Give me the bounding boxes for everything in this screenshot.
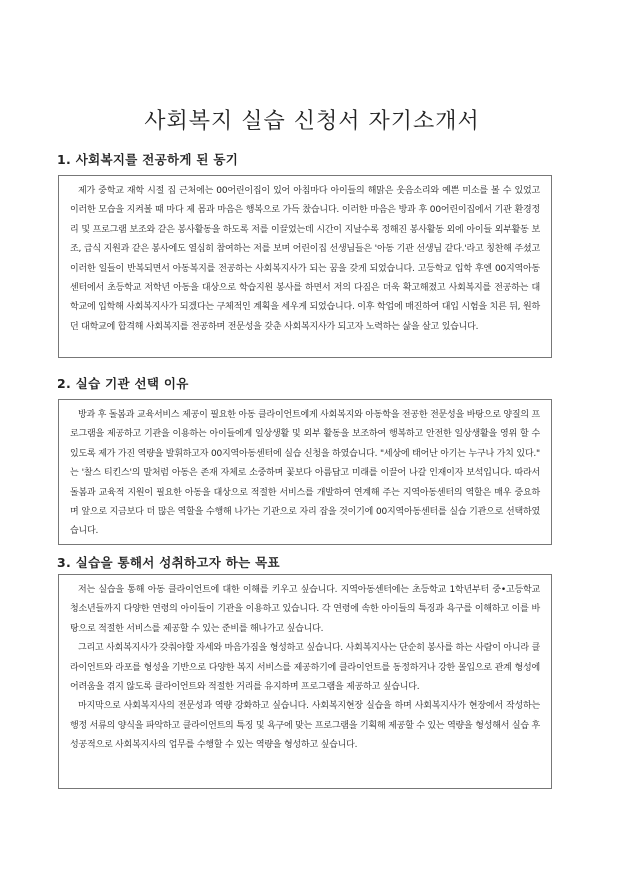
section-heading-institution-reason: 2. 실습 기관 선택 이유 [57, 376, 189, 391]
section-heading-goals: 3. 실습을 통해서 성취하고자 하는 목표 [57, 555, 280, 570]
paragraph: 그리고 사회복지사가 갖춰야할 자세와 마음가짐을 형성하고 싶습니다. 사회복지사는 단순히 봉사를 하는 사람이 아니라 클라이언트와 라포를 형성을 기반으로 다양한 복지 서비스를 제공하기에 클라이언트를 동정하거나 강한 몰입으로 관계 형성에 어려움을 겪지 않도록 클라이언트와 적절한 거리를 유지하며 프로그램을 제공하고 싶습니다. [70, 643, 540, 693]
paragraph: 마지막으로 사회복지사의 전문성과 역량 강화하고 싶습니다. 사회복지현장 실습을 하며 사회복지사가 현장에서 작성하는 행정 서류의 양식을 파악하고 클라이언트의 특징 및 욕구에 맞는 프로그램을 기획해 제공할 수 있는 역량을 형성해서 실습 후 성공적으로 사회복지사의 업무를 수행할 수 있는 역량을 형성하고 싶습니다. [70, 701, 540, 751]
document-title: 사회복지 실습 신청서 자기소개서 [144, 109, 480, 134]
section-box-goals [58, 574, 552, 789]
section-box-institution-reason [58, 399, 552, 545]
paragraph: 제가 중학교 재학 시절 집 근처에는 00어린이집이 있어 아침마다 아이들의 해맑은 웃음소리와 예쁜 미소를 볼 수 있었고 이러한 모습을 지켜볼 때 마다 제 몸과 마음은 행복으로 가득 찼습니다. 이러한 마음은 방과 후 00어린이집에서 기관 환경정리 및 프로그램 보조와 같은 봉사활동을 하도록 저를 이끌었는데 시간이 지날수록 정해진 봉사활동 외에 아이들 외부활동 보조, 급식 지원과 같은 봉사에도 열심히 참여하는 저를 보며 어린이집 선생님들은 '아동 기관 선생님 같다.'라고 칭찬해 주셨고 이러한 일들이 반복되면서 아동복지를 전공하는 사회복지사가 되는 꿈을 갖게 되었습니다. 고등학교 입학 후엔 00지역아동센터에서 초등학교 저학년 아동을 대상으로 학습지원 봉사를 하면서 저의 다짐은 더욱 확고해졌고 사회복지를 전공하는 대학교에 입학해 사회복지사가 되겠다는 구체적인 계획을 세우게 되었습니다. 이후 학업에 매진하여 대입 시험을 치른 뒤, 원하던 대학교에 합격해 사회복지를 전공하며 전문성을 갖춘 사회복지사가 되고자 노력하는 삶을 살고 있습니다. [70, 186, 541, 332]
section-box-motivation [58, 175, 552, 358]
paragraph: 방과 후 돌봄과 교육서비스 제공이 필요한 아동 클라이언트에게 사회복지와 아동학을 전공한 전문성을 바탕으로 양질의 프로그램을 제공하고 기관을 이용하는 아이들에게 일상생활 및 외부 활동을 보조하여 행복하고 안전한 일상생활을 영위 할 수 있도록 제가 가진 역량을 발휘하고자 00지역아동센터에 실습 신청을 하였습니다. "세상에 태어난 아기는 누구나 가치 있다." 는 '찰스 티킨스'의 말처럼 아동은 존재 자체로 소중하며 꽃보다 아름답고 미래를 이끌어 나갈 인재이자 보석입니다. 따라서 돌봄과 교육적 지원이 필요한 아동을 대상으로 적절한 서비스를 개발하여 연계해 주는 지역아동센터의 역할은 매우 중요하며 앞으로 지금보다 더 많은 역할을 수행해 나가는 기관으로 자리 잡을 것이기에 00지역아동센터를 실습 기관으로 선택하였습니다. [70, 410, 540, 537]
paragraph: 저는 실습을 통해 아동 클라이언트에 대한 이해를 키우고 싶습니다. 지역아동센터에는 초등학교 1학년부터 중•고등학교 청소년들까지 다양한 연령의 아이들이 기관을 이용하고 있습니다. 각 연령에 속한 아이들의 특징과 욕구를 이해하고 이를 바탕으로 적절한 서비스를 제공할 수 있는 준비를 해나가고 싶습니다. [70, 585, 540, 634]
section-heading-motivation: 1. 사회복지를 전공하게 된 동기 [57, 152, 239, 167]
